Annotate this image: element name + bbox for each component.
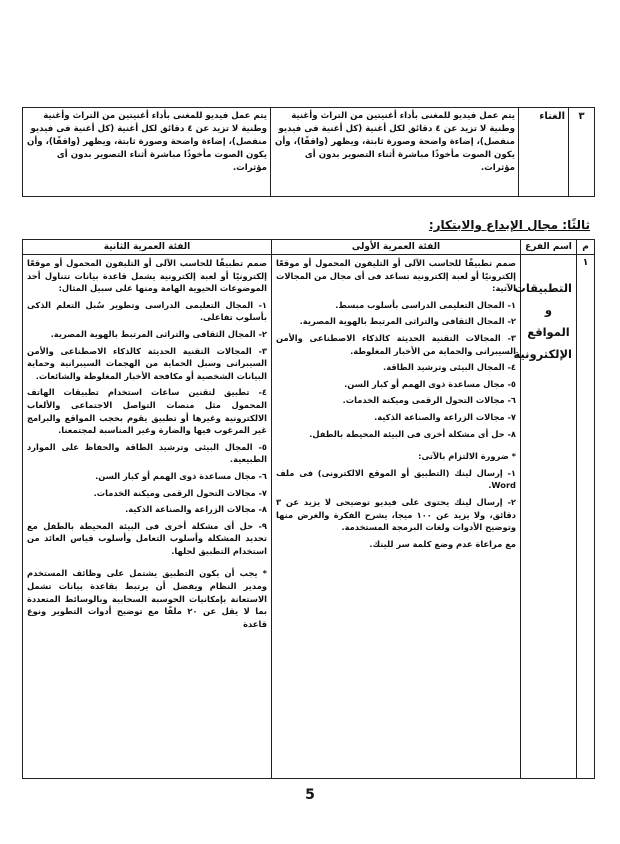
previous-branch-table (22, 107, 595, 197)
section-title: ثالثًا: مجال الإبداع والابتكار: (428, 218, 590, 232)
branch-name: الغناء (519, 108, 569, 197)
table-row (23, 255, 595, 779)
paragraph: ٩- حل أى مشكلة أخرى فى البيئة المحيطة بالطفل مع تحديد المشكلة وأسلوب التعامل وأسلوب قياس العائد من استخدام التطبيق لحلها. (27, 520, 267, 556)
header-number: م (577, 240, 595, 255)
paragraph: ٢- إرسال لينك يحتوى على فيديو توضيحى لا يزيد عن ٣ دقائق، ولا يزيد عن ١٠٠ ميجا، يشرح الفكرة والغرض منها وتوضيح الأدوات ولغات البرمجة المستخدمة. (276, 496, 516, 533)
branch-line: المواقع (527, 325, 570, 339)
category-2-cell (23, 255, 272, 779)
paragraph: ٤- تطبيق لتقنين ساعات استخدام تطبيقات الهاتف المحمول مثل منصات التواصل الاجتماعى والألعاب الالكترونية وغيرها أو تطبيق يقوم بحجب المواقع والبرامج غير المرغوب فيها والضارة وغير المناسبة لمجتمعنا. (27, 387, 267, 436)
category-1-text: يتم عمل فيديو للمغنى بأداء أغنيتين من التراث وأغنية وطنية لا تزيد عن ٤ دقائق لكل أغنية (كل أغنية فى فيديو منفصل)، إضاءة واضحة وصورة ثابتة، ويظهر (واقفًا)، وأن يكون الصوت مأخوذًا مباشرة أثناء التصوير بدون أى مؤثرات. (271, 108, 519, 197)
table-header-row (23, 240, 595, 255)
branch-line: الإلكترونية (513, 347, 572, 361)
paragraph: ٨- حل أى مشكلة أخرى فى البيئة المحيطة بالطفل. (309, 428, 516, 439)
paragraph: ٦- مجال مساعدة ذوى الهمم أو كبار السن. (95, 470, 267, 481)
header-category-1: الفئة العمرية الأولى (272, 240, 521, 255)
paragraph: * يجب أن يكون التطبيق يشتمل على وظائف المستخدم ومدير النظام ويفضل أن يرتبط بقاعدة بيانات تشمل الاستعانة بإمكانيات الحوسبة السحابية وبالوسائط المتعددة بما لا يقل عن ٢٠ ملفًا مع توضيح أدوات التطوير ونوع قاعدة (27, 568, 268, 629)
category-1-cell (272, 255, 521, 779)
paragraph: صمم تطبيقًا للحاسب الآلى أو التليفون المحمول أو موقعًا إلكترونيًا أو لعبة إلكترونية يشمل قاعدة بيانات تتناول أحد الموضوعات الحيوية الهامة ومنها على سبيل المثال: (27, 258, 267, 294)
paragraph: ٣- المجالات التقنية الحديثة كالذكاء الاصطناعى والأمن السيبرانى وسبل الحماية من الهجمات السيبرانية وحماية البيانات الشخصية أو مكافحة الأخبار المغلوطة والشائعات. (27, 345, 267, 381)
paragraph: ١- إرسال لينك (التطبيق أو الموقع الالكترونى) فى ملف Word. (276, 467, 516, 491)
paragraph: ٣- المجالات التقنية الحديثة كالذكاء الاصطناعى والأمن السيبرانى والحماية من الأخبار المغلوطة. (276, 332, 516, 356)
paragraph: ٤- المجال البيئى وترشيد الطاقة. (383, 362, 516, 373)
paragraph: ٧- مجالات الزراعة والصناعة الذكية. (374, 411, 516, 422)
paragraph: ٢- المجال الثقافى والتراثى المرتبط بالهوية المصرية. (299, 316, 516, 327)
paragraph: ٧- مجالات التحول الرقمى وميكنة الخدمات. (93, 487, 267, 498)
paragraph: ٢- المجال الثقافى والتراثى المرتبط بالهوية المصرية. (50, 328, 267, 339)
branch-name (513, 255, 577, 779)
row-number: ٣ (569, 108, 595, 197)
paragraph: ٦- مجالات التحول الرقمى وميكنة الخدمات. (342, 395, 516, 406)
category-2-text: يتم عمل فيديو للمغنى بأداء أغنيتين من التراث وأغنية وطنية لا تزيد عن ٤ دقائق لكل أغنية (كل أغنية فى فيديو منفصل)، إضاءة واضحة وصورة ثابتة، ويظهر (واقفًا)، وأن يكون الصوت مأخوذًا مباشرة أثناء التصوير بدون أى مؤثرات. (23, 108, 271, 197)
branch-line: و (544, 303, 553, 317)
paragraph: مع مراعاة عدم وضع كلمة سر للينك. (369, 538, 516, 549)
paragraph: صمم تطبيقًا للحاسب الآلى أو التليفون المحمول أو موقعًا إلكترونيًا أو لعبة إلكترونية تساعد فى أى مجال من المجالات الآتية: (276, 258, 516, 294)
innovation-table (22, 239, 595, 779)
paragraph: ٥- المجال البيئى وترشيد الطاقة والحفاظ على الموارد الطبيعية. (27, 441, 267, 465)
table-row (23, 108, 595, 197)
paragraph: ١- المجال التعليمى الدراسى وتطوير سُبل التعلم الذكى بأسلوب تفاعلى. (27, 299, 267, 323)
paragraph: ٥- مجال مساعدة ذوى الهمم أو كبار السن. (344, 378, 516, 389)
paragraph: ٨- مجالات الزراعة والصناعة الذكية. (125, 504, 267, 515)
page-number: 5 (305, 787, 315, 803)
paragraph: * ضرورة الالتزام بالآتى: (418, 451, 516, 462)
header-category-2: الفئة العمرية الثانية (23, 240, 272, 255)
branch-line: التطبيقات (514, 281, 572, 295)
paragraph: ١- المجال التعليمى الدراسى بأسلوب مبسط. (335, 299, 516, 310)
row-number: ١ (577, 255, 595, 779)
header-branch: اسم الفرع (521, 240, 577, 255)
